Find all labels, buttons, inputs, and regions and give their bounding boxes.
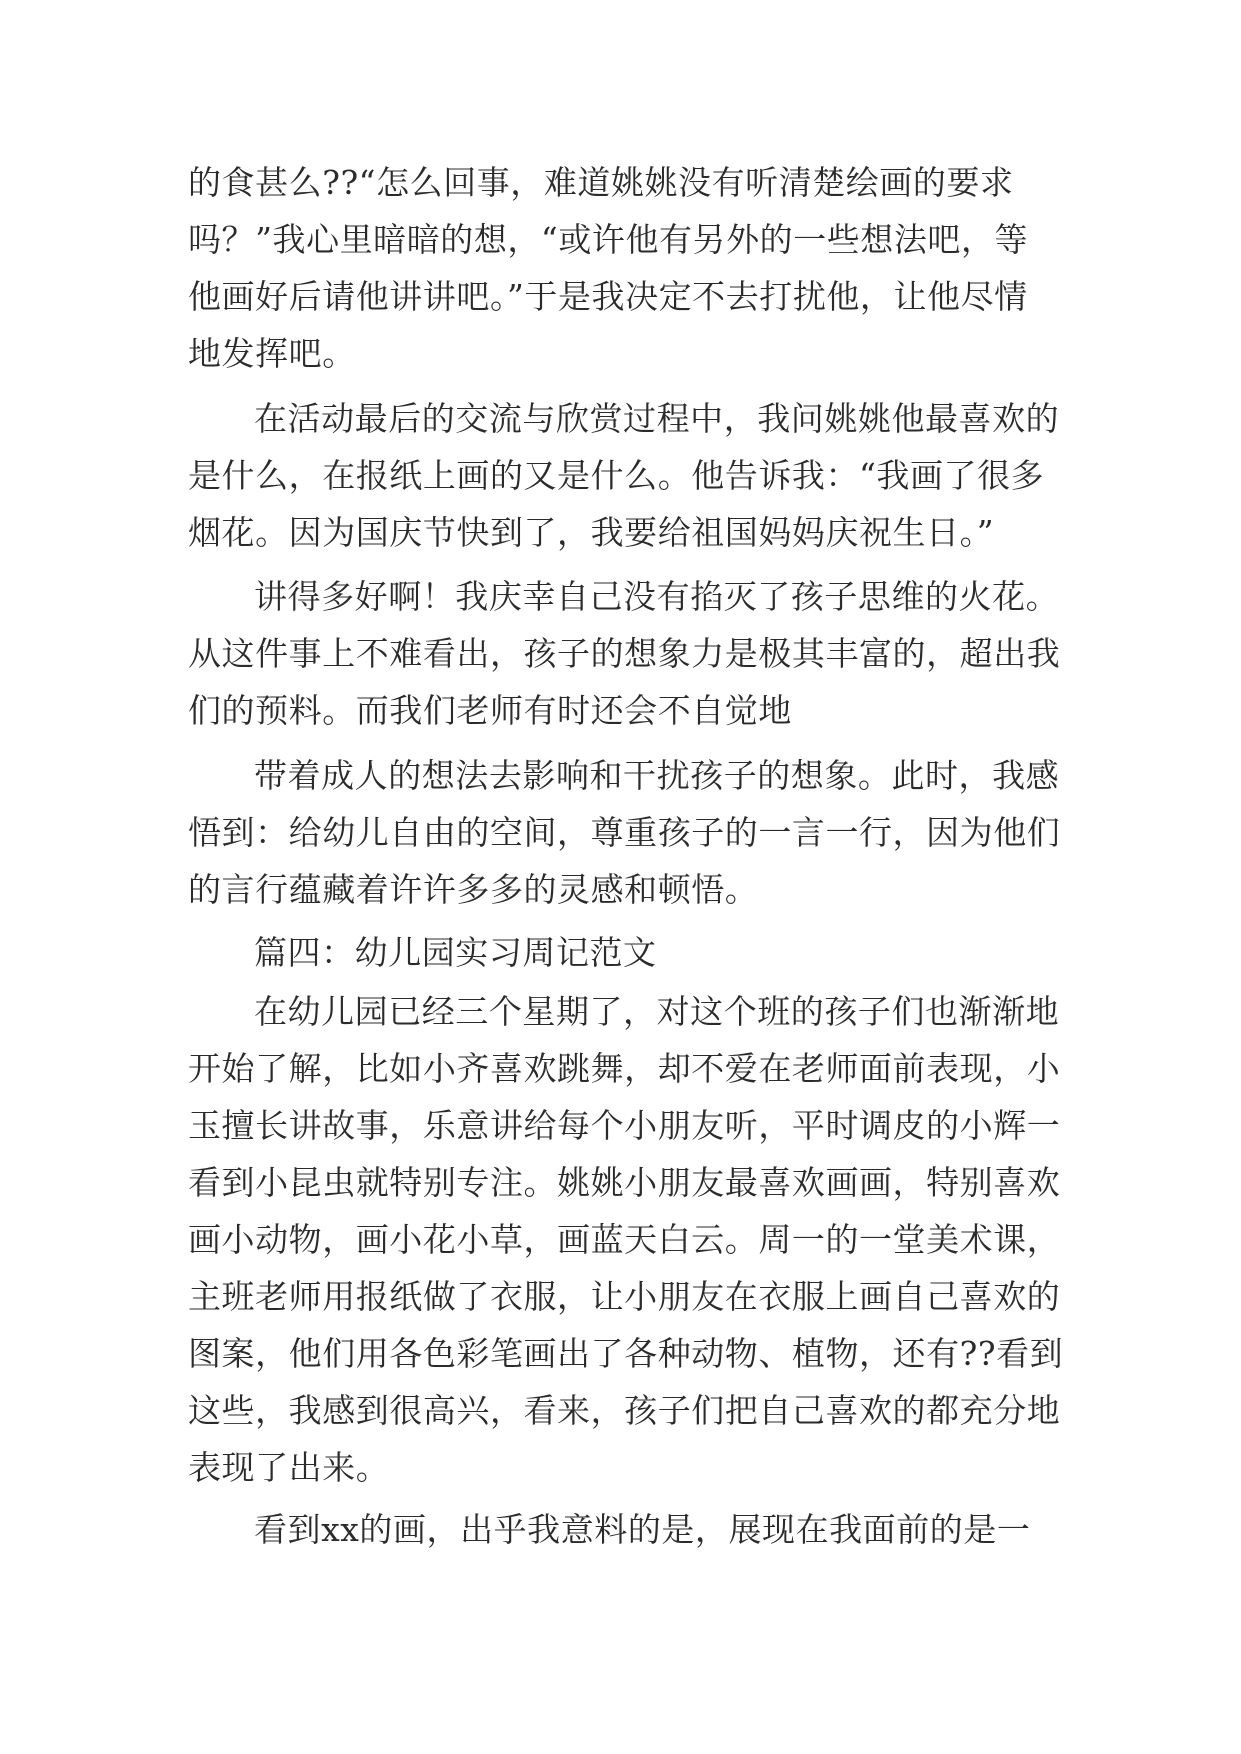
text-line: 表现了出来。 — [188, 1448, 390, 1487]
text-line: 这些，我感到很高兴，看来，孩子们把自己喜欢的都充分地 — [188, 1391, 1061, 1430]
text-line: 讲得多好啊！我庆幸自己没有掐灭了孩子思维的火花。 — [254, 577, 1060, 616]
text-line: 图案，他们用各色彩笔画出了各种动物、植物，还有??看到 — [188, 1334, 1064, 1373]
section-heading: 篇四：幼儿园实习周记范文 — [254, 933, 657, 972]
text-line: 看到xx的画，出乎我意料的是，展现在我面前的是一 — [254, 1510, 1031, 1549]
text-line: 主班老师用报纸做了衣服，让小朋友在衣服上画自己喜欢的 — [188, 1277, 1061, 1316]
text-line: 从这件事上不难看出，孩子的想象力是极其丰富的，超出我 — [188, 634, 1061, 673]
text-line: 画小动物，画小花小草，画蓝天白云。周一的一堂美术课， — [188, 1220, 1061, 1259]
text-line: 在幼儿园已经三个星期了，对这个班的孩子们也渐渐地 — [254, 992, 1060, 1031]
text-line: 们的预料。而我们老师有时还会不自觉地 — [188, 691, 792, 730]
text-line: 带着成人的想法去影响和干扰孩子的想象。此时，我感 — [254, 756, 1060, 795]
text-line: 在活动最后的交流与欣赏过程中，我问姚姚他最喜欢的 — [254, 399, 1060, 438]
text-line: 开始了解，比如小齐喜欢跳舞，却不爱在老师面前表现，小 — [188, 1049, 1061, 1088]
text-line: 是什么，在报纸上画的又是什么。他告诉我：“我画了很多 — [188, 456, 1045, 495]
text-line: 看到小昆虫就特别专注。姚姚小朋友最喜欢画画，特别喜欢 — [188, 1163, 1061, 1202]
text-line: 他画好后请他讲讲吧。”于是我决定不去打扰他，让他尽情 — [188, 277, 1028, 316]
text-line: 吗？”我心里暗暗的想，“或许他有另外的一些想法吧，等 — [188, 220, 1029, 259]
text-line: 悟到：给幼儿自由的空间，尊重孩子的一言一行，因为他们 — [188, 813, 1061, 852]
text-line: 玉擅长讲故事，乐意讲给每个小朋友听，平时调皮的小辉一 — [188, 1106, 1061, 1145]
text-line: 的食甚么??“怎么回事，难道姚姚没有听清楚绘画的要求 — [188, 163, 1014, 202]
text-line: 地发挥吧。 — [188, 334, 356, 373]
text-line: 烟花。因为国庆节快到了，我要给祖国妈妈庆祝生日。” — [188, 513, 995, 552]
text-line: 的言行蕴藏着许许多多的灵感和顿悟。 — [188, 870, 759, 909]
